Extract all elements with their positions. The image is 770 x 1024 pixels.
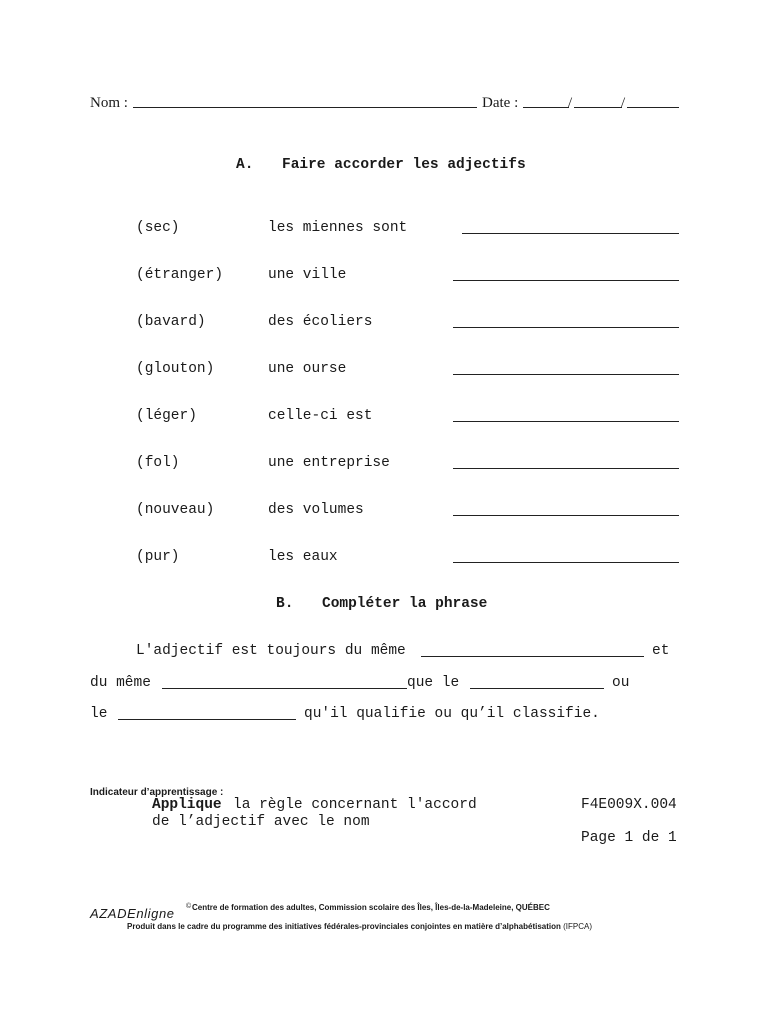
date-separator: / bbox=[568, 95, 573, 111]
adjective-label: (fol) bbox=[136, 455, 180, 471]
indicator-text: de l’adjectif avec le nom bbox=[152, 814, 370, 830]
answer-line[interactable] bbox=[453, 327, 679, 328]
adjective-label: (sec) bbox=[136, 220, 180, 236]
section-b-title: Compléter la phrase bbox=[322, 596, 488, 612]
blank-line[interactable] bbox=[470, 688, 604, 689]
adjective-label: (bavard) bbox=[136, 314, 206, 330]
answer-line[interactable] bbox=[453, 562, 679, 563]
section-b-letter: B. bbox=[276, 596, 294, 612]
name-field-line[interactable] bbox=[133, 107, 477, 108]
adjective-label: (pur) bbox=[136, 549, 180, 565]
footer-program bbox=[127, 922, 592, 931]
section-a-letter: A. bbox=[236, 157, 254, 173]
date-label: Date : bbox=[482, 95, 519, 111]
sentence-text: que le bbox=[407, 675, 460, 691]
copyright-symbol: © bbox=[186, 903, 192, 910]
indicator-verb: Applique bbox=[152, 797, 222, 813]
date-year-line[interactable] bbox=[627, 107, 679, 108]
answer-line[interactable] bbox=[453, 515, 679, 516]
phrase-label: les eaux bbox=[268, 549, 338, 565]
phrase-label: une entreprise bbox=[268, 455, 390, 471]
sentence-text: qu'il qualifie ou qu’il classifie. bbox=[304, 706, 600, 722]
sentence-text: L'adjectif est toujours du même bbox=[136, 643, 406, 659]
brand-logo: AZADEnligne bbox=[90, 906, 175, 921]
date-day-line[interactable] bbox=[523, 107, 569, 108]
answer-line[interactable] bbox=[462, 233, 679, 234]
indicator-label: Indicateur d’apprentissage : bbox=[90, 787, 224, 798]
phrase-label: une ourse bbox=[268, 361, 347, 377]
date-month-line[interactable] bbox=[574, 107, 622, 108]
phrase-label: une ville bbox=[268, 267, 347, 283]
section-a-title: Faire accorder les adjectifs bbox=[282, 157, 526, 173]
footer-program-abbr: (IFPCA) bbox=[563, 922, 593, 931]
name-label: Nom : bbox=[90, 95, 128, 111]
phrase-label: les miennes sont bbox=[268, 220, 408, 236]
date-separator: / bbox=[621, 95, 626, 111]
blank-line[interactable] bbox=[118, 719, 296, 720]
document-code: F4E009X.004 bbox=[581, 797, 677, 813]
answer-line[interactable] bbox=[453, 374, 679, 375]
adjective-label: (nouveau) bbox=[136, 502, 215, 518]
sentence-text: du même bbox=[90, 675, 151, 691]
phrase-label: des volumes bbox=[268, 502, 364, 518]
answer-line[interactable] bbox=[453, 468, 679, 469]
indicator-text: la règle concernant l'accord bbox=[233, 797, 477, 813]
adjective-label: (étranger) bbox=[136, 267, 224, 283]
blank-line[interactable] bbox=[421, 656, 644, 657]
sentence-text: ou bbox=[612, 675, 630, 691]
sentence-text: le bbox=[90, 706, 108, 722]
blank-line[interactable] bbox=[162, 688, 407, 689]
phrase-label: des écoliers bbox=[268, 314, 373, 330]
answer-line[interactable] bbox=[453, 421, 679, 422]
sentence-text: et bbox=[652, 643, 670, 659]
phrase-label: celle-ci est bbox=[268, 408, 373, 424]
answer-line[interactable] bbox=[453, 280, 679, 281]
adjective-label: (léger) bbox=[136, 408, 197, 424]
page-number: Page 1 de 1 bbox=[581, 830, 677, 846]
adjective-label: (glouton) bbox=[136, 361, 215, 377]
footer-organization: Centre de formation des adultes, Commission scolaire des Îles, Îles-de-la-Madeleine, QUÉBEC bbox=[192, 903, 550, 912]
footer-program-text: Produit dans le cadre du programme des initiatives fédérales-provinciales conjointes en matière d’alphabétisation bbox=[127, 922, 561, 931]
